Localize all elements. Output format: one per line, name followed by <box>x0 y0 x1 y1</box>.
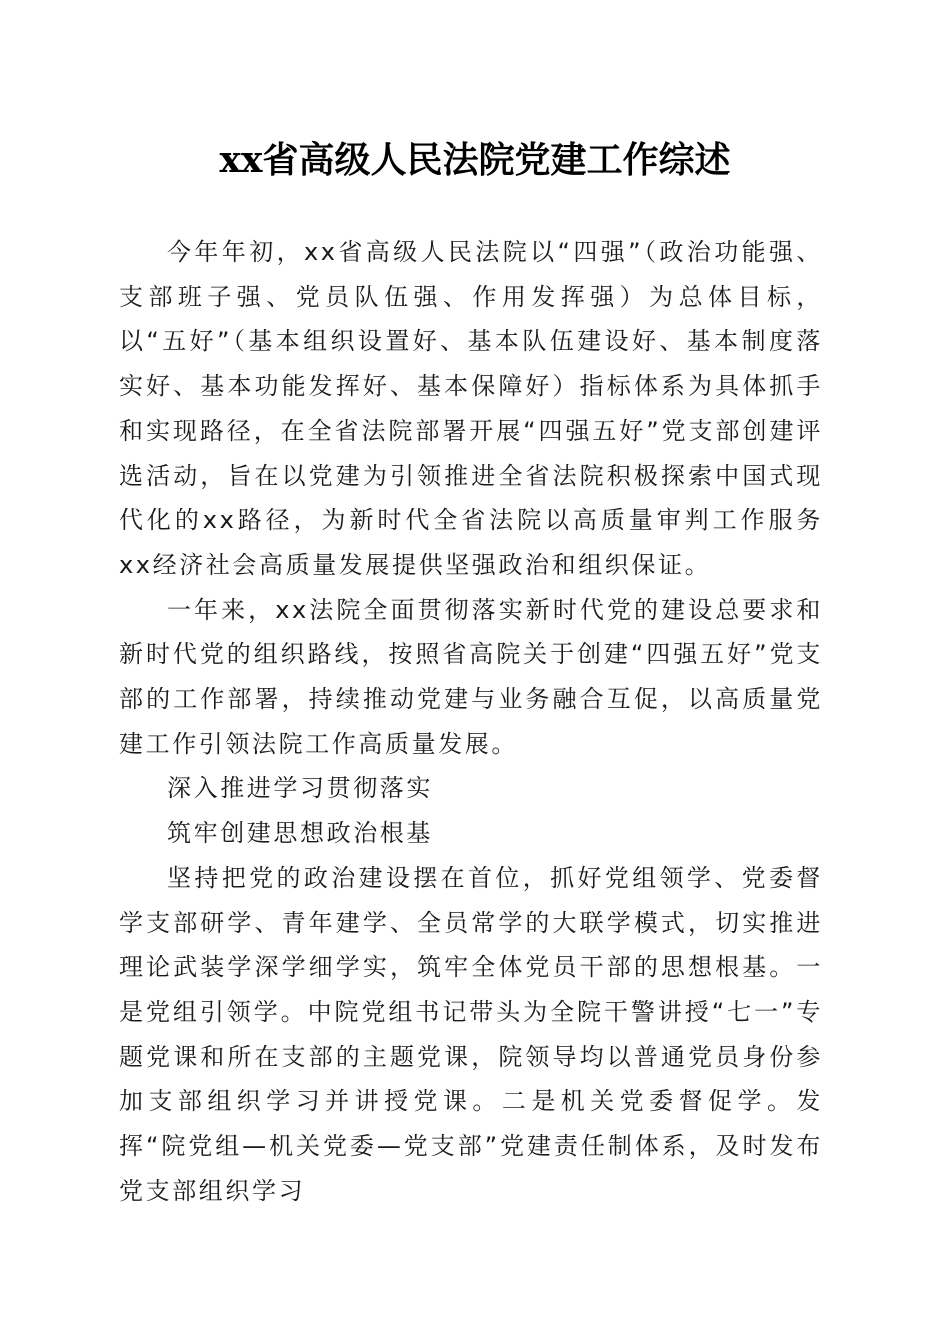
paragraph-study: 坚持把党的政治建设摆在首位，抓好党组领学、党委督学支部研学、青年建学、全员常学的大联学模式，切实推进理论武装学深学细学实，筑牢全体党员干部的思想根基。一是党组引领学。中院党组书记带头为全院干警讲授“七一”专题党课和所在支部的主题党课，院领导均以普通党员身份参加支部组织学习并讲授党课。二是机关党委督促学。发挥“院党组—机关党委—党支部”党建责任制体系，及时发布党支部组织学习 <box>119 863 823 1205</box>
section-heading-1: 深入推进学习贯彻落实 <box>167 774 433 803</box>
section-heading-2: 筑牢创建思想政治根基 <box>167 819 433 848</box>
document-body <box>119 230 823 1213</box>
document-title: xx省高级人民法院党建工作综述 <box>219 139 731 181</box>
paragraph-summary: 一年来，xx法院全面贯彻落实新时代党的建设总要求和新时代党的组织路线，按照省高院关于创建“四强五好”党支部的工作部署，持续推动党建与业务融合互促，以高质量党建工作引领法院工作高质量发展。 <box>119 595 823 758</box>
paragraph-intro: 今年年初，xx省高级人民法院以“四强”（政治功能强、支部班子强、党员队伍强、作用发挥强）为总体目标，以“五好”（基本组织设置好、基本队伍建设好、基本制度落实好、基本功能发挥好、基本保障好）指标体系为具体抓手和实现路径，在全省法院部署开展“四强五好”党支部创建评选活动，旨在以党建为引领推进全省法院积极探索中国式现代化的xx路径，为新时代全省法院以高质量审判工作服务xx经济社会高质量发展提供坚强政治和组织保证。 <box>119 238 823 579</box>
